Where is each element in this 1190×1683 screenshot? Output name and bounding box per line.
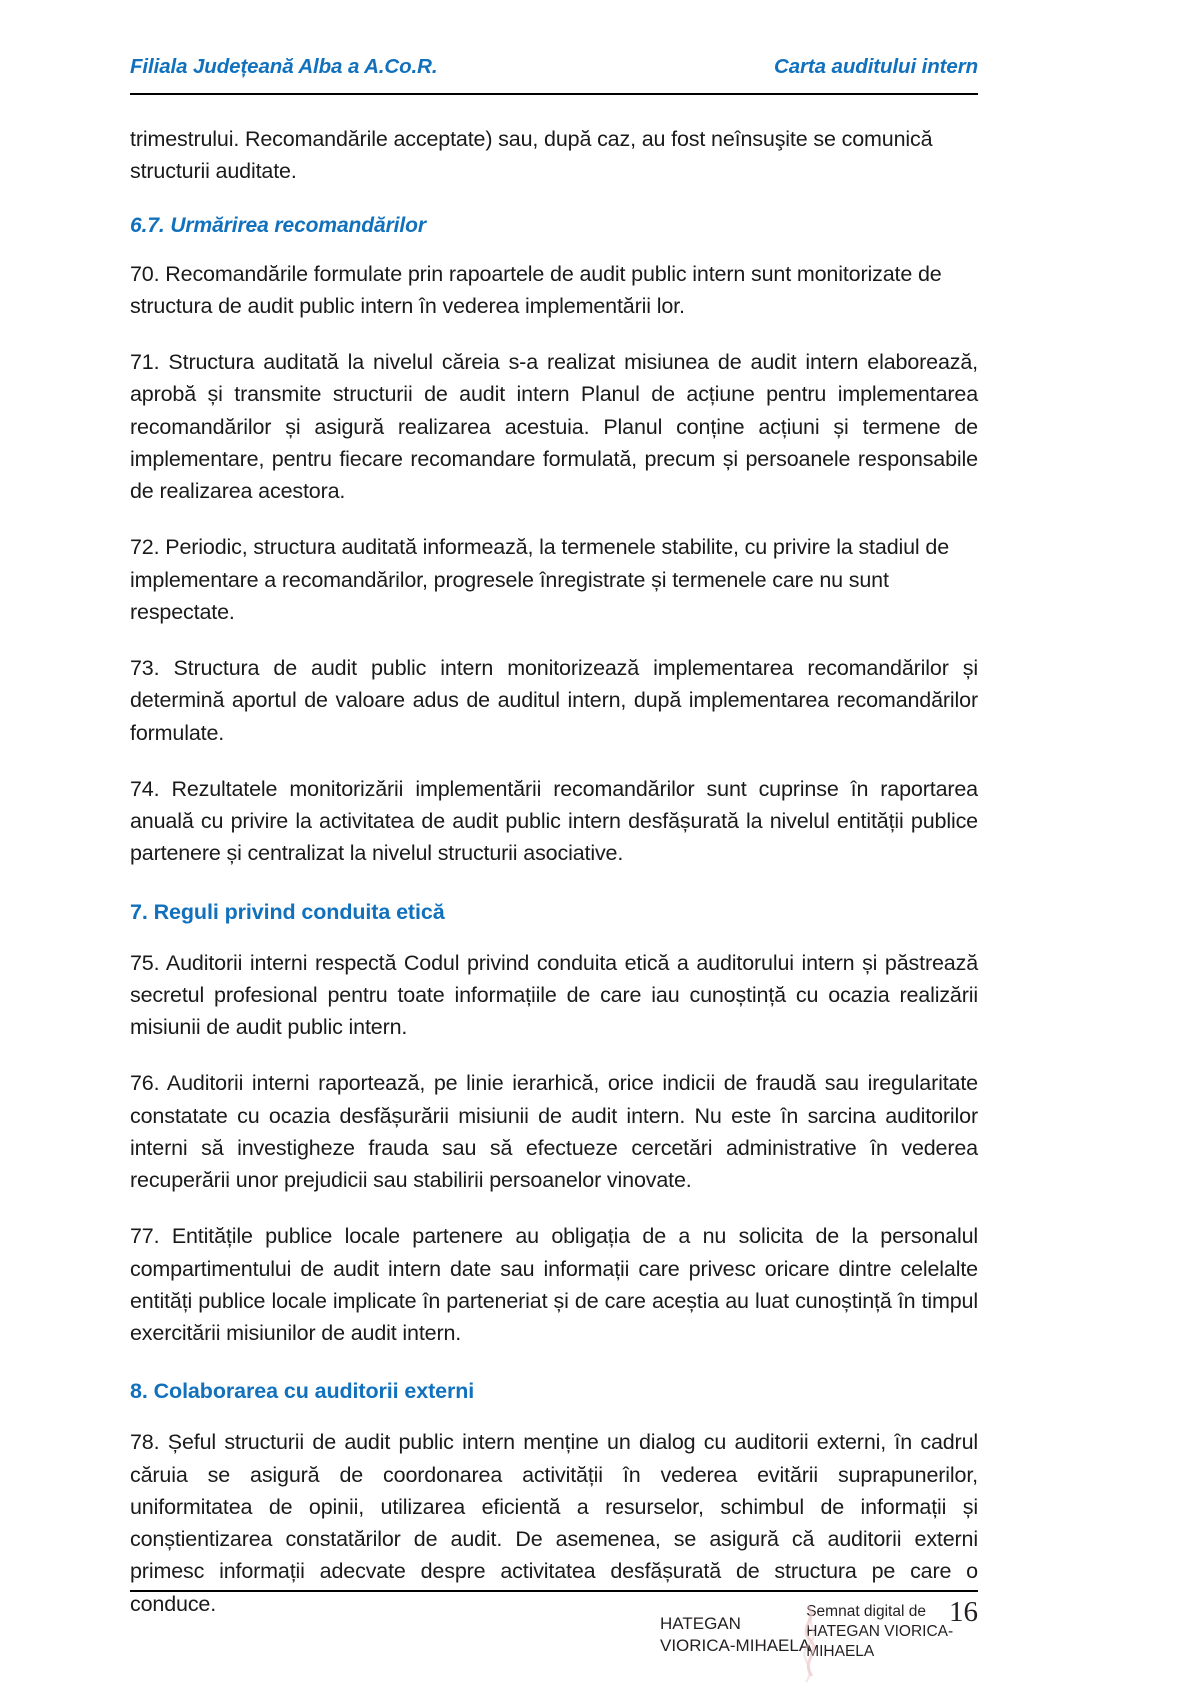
page-header <box>130 55 978 93</box>
header-divider <box>130 93 978 95</box>
paragraph-70: 70. Recomandările formulate prin rapoartele de audit public intern sunt monitorizate de structura de audit public intern în vederea implementării lor. <box>130 261 942 318</box>
digital-signature-block <box>660 1602 953 1661</box>
signature-name-line-2: VIORICA-MIHAELA <box>660 1636 811 1656</box>
signature-name <box>660 1602 810 1657</box>
paragraph-78: 78. Șeful structurii de audit public intern menține un dialog cu auditorii externi, în cadrul căruia se asigură de coordonarea activității în vederea evitării suprapunerilor, uniformitatea de opinii, utilizarea eficientă a resurselor, schimbul de informații și conștientizarea constatărilor de audit. De asemenea, se asigură că auditorii externi primesc informații adecvate despre activitatea desfășurată de structura pe care o conduce. <box>130 1430 978 1616</box>
page-content <box>130 55 978 1644</box>
heading-section-8: 8. Colaborarea cu auditorii externi <box>130 1379 475 1404</box>
footer-body <box>130 1592 978 1680</box>
paragraph-75: 75. Auditorii interni respectă Codul privind conduita etică a auditorului intern și păstrează secretul profesional pentru toate informațiile de care iau cunoștință cu ocazia realizării misiunii de audit public intern. <box>130 950 978 1039</box>
sub-heading-6-7: 6.7. Urmărirea recomandărilor <box>130 213 426 237</box>
signature-detail-line-3: MIHAELA <box>806 1642 875 1660</box>
paragraph-72: 72. Periodic, structura auditată informează, la termenele stabilite, cu privire la stadiul de implementare a recomandărilor, progresele înregistrate și termenele care nu sunt respectate. <box>130 535 949 624</box>
paragraph-76: 76. Auditorii interni raportează, pe linie ierarhică, orice indicii de fraudă sau iregularitate constatate cu ocazia desfășurării misiunii de audit intern. Nu este în sarcina auditorilor interni să investigheze frauda sau să efectueze cercetări administrative în vederea recuperării unor prejudicii sau stabilirii persoanelor vinovate. <box>130 1071 978 1192</box>
header-left-title: Filiala Județeană Alba a A.Co.R. <box>130 55 438 78</box>
page-number: 16 <box>949 1596 978 1628</box>
paragraph-74: 74. Rezultatele monitorizării implementării recomandărilor sunt cuprinse în raportarea anuală cu privire la activitatea de audit public intern desfășurată la nivelul entității publice partenere și centralizat la nivelul structurii asociative. <box>130 776 978 866</box>
paragraph-77: 77. Entitățile publice locale partenere au obligația de a nu solicita de la personalul compartimentului de audit intern date sau informații care privesc oricare dintre celelalte entități publice locale implicate în parteneriat și de care aceștia au luat cunoștință în timpul exercitării misiunilor de audit intern. <box>130 1224 978 1345</box>
paragraph-continued: trimestrului. Recomandările acceptate) sau, după caz, au fost neînsuşite se comunică structurii auditate. <box>130 127 933 184</box>
signature-detail-line-1: Semnat digital de <box>806 1603 926 1620</box>
signature-name-line-1: HATEGAN <box>660 1614 741 1633</box>
signature-detail <box>806 1602 953 1661</box>
signature-detail-line-2: HATEGAN VIORICA- <box>806 1622 954 1640</box>
paragraph-71: 71. Structura auditată la nivelul căreia s-a realizat misiunea de audit intern elaborează, aprobă și transmite structurii de audit intern Planul de acțiune pentru implementarea recomandărilor și asigură realizarea acestuia. Planul conține acțiuni și termene de implementare, pentru fiecare recomandare formulată, precum și persoanele responsabile de realizarea acestora. <box>130 350 978 503</box>
header-right-title: Carta auditului intern <box>774 55 978 78</box>
heading-section-7: 7. Reguli privind conduita etică <box>130 899 445 924</box>
paragraph-73: 73. Structura de audit public intern monitorizează implementarea recomandărilor și determină aportul de valoare adus de auditul intern, după implementarea recomandărilor formulate. <box>130 656 978 745</box>
page-footer <box>130 1590 978 1680</box>
